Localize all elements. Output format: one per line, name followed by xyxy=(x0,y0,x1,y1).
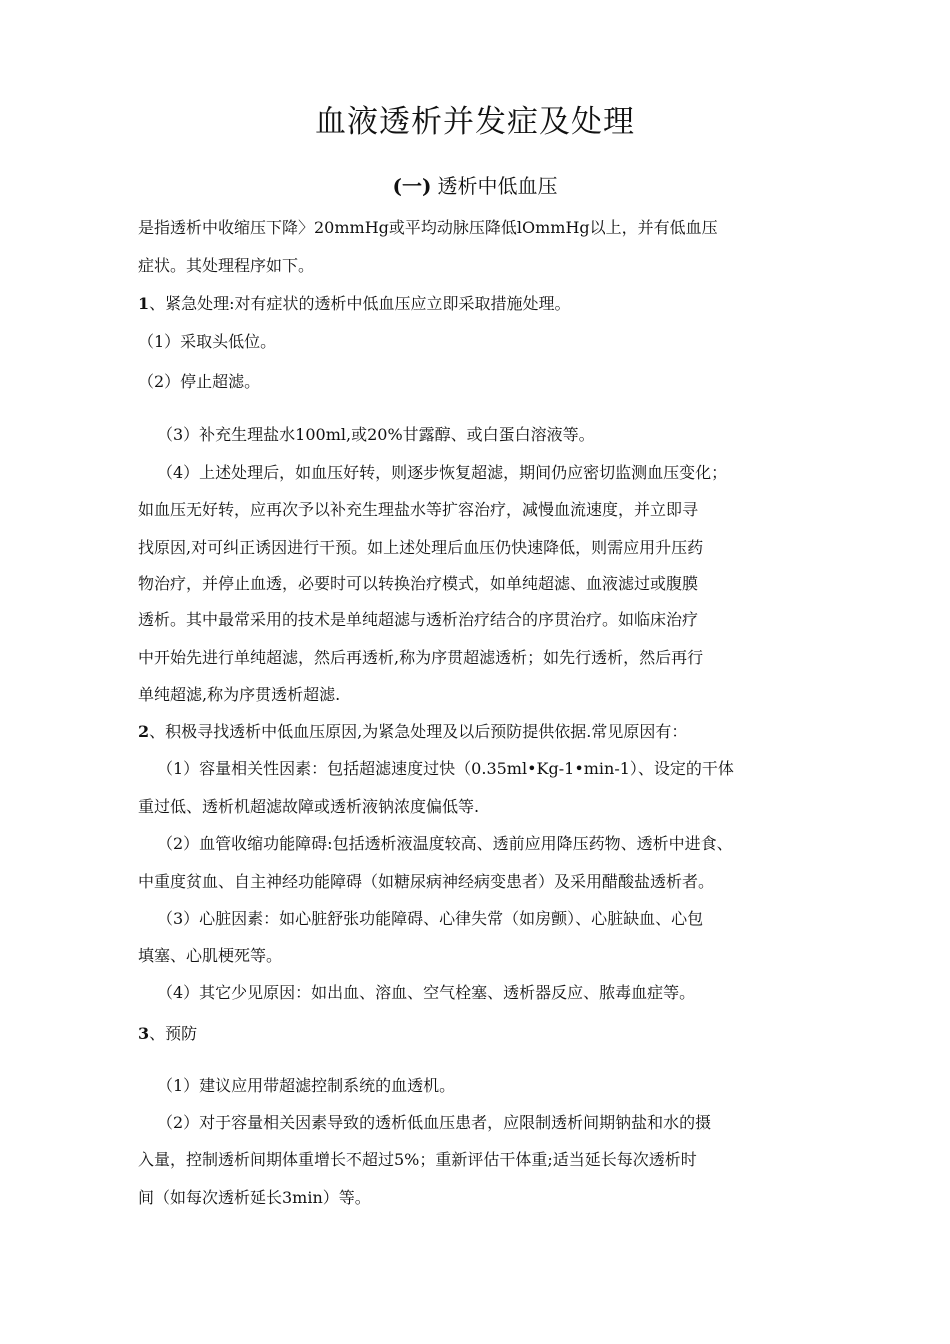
list-item: （4）其它少见原因：如出血、溶血、空气栓塞、透析器反应、脓毒血症等。 xyxy=(157,983,696,1002)
paragraph-line: 重过低、透析机超滤故障或透析液钠浓度偏低等. xyxy=(138,797,480,816)
section-heading-text: 透析中低血压 xyxy=(437,174,558,198)
paragraph-line: 中重度贫血、自主神经功能障碍（如糖尿病神经病变患者）及采用醋酸盐透析者。 xyxy=(138,872,715,891)
list-item: （2）停止超滤。 xyxy=(138,372,261,391)
numbered-heading: 1、紧急处理:对有症状的透析中低血压应立即采取措施处理。 xyxy=(138,294,571,313)
list-item: （3）心脏因素：如心脏舒张功能障碍、心律失常（如房颤）、心脏缺血、心包 xyxy=(157,909,704,928)
list-item: （4）上述处理后，如血压好转，则逐步恢复超滤，期间仍应密切监测血压变化； xyxy=(157,463,728,482)
item-number: 2 xyxy=(138,722,150,741)
paragraph-line: 症状。其处理程序如下。 xyxy=(138,256,315,275)
numbered-heading: 3、预防 xyxy=(138,1024,198,1043)
list-item: （1）建议应用带超滤控制系统的血透机。 xyxy=(157,1076,456,1095)
numbered-heading: 2、积极寻找透析中低血压原因,为紧急处理及以后预防提供依据.常见原因有： xyxy=(138,722,688,741)
section-heading xyxy=(0,170,950,202)
paragraph-line: 填塞、心肌梗死等。 xyxy=(138,946,283,965)
section-number: (一) xyxy=(392,174,432,198)
paragraph-line: 是指透析中收缩压下降〉20mmHg或平均动脉压降低lOmmHg以上，并有低血压 xyxy=(138,218,718,237)
paragraph-line: 单纯超滤,称为序贯透析超滤. xyxy=(138,685,341,704)
list-item: （2）血管收缩功能障碍:包括透析液温度较高、透前应用降压药物、透析中进食、 xyxy=(157,834,733,853)
paragraph-line: 找原因,对可纠正诱因进行干预。如上述处理后血压仍快速降低，则需应用升压药 xyxy=(138,538,704,557)
item-number: 1 xyxy=(138,294,150,313)
paragraph-line: 入量，控制透析间期体重增长不超过5%；重新评估干体重;适当延长每次透析时 xyxy=(138,1150,697,1169)
list-item: （3）补充生理盐水100ml,或20%甘露醇、或白蛋白溶液等。 xyxy=(157,425,595,444)
document-title: 血液透析并发症及处理 xyxy=(315,104,635,140)
item-number: 3 xyxy=(138,1024,150,1043)
paragraph-line: 物治疗，并停止血透，必要时可以转换治疗模式，如单纯超滤、血液滤过或腹膜 xyxy=(138,574,699,593)
paragraph-line: 间（如每次透析延长3min）等。 xyxy=(138,1188,371,1207)
paragraph-line: 中开始先进行单纯超滤，然后再透析,称为序贯超滤透析；如先行透析，然后再行 xyxy=(138,648,704,667)
list-item: （2）对于容量相关因素导致的透析低血压患者，应限制透析间期钠盐和水的摄 xyxy=(157,1113,712,1132)
paragraph-line: 如血压无好转，应再次予以补充生理盐水等扩容治疗，减慢血流速度，并立即寻 xyxy=(138,500,699,519)
list-item: （1）容量相关性因素：包括超滤速度过快（0.35ml•Kg-1•min-1）、设定的干体 xyxy=(157,759,734,778)
paragraph-line: 透析。其中最常采用的技术是单纯超滤与透析治疗结合的序贯治疗。如临床治疗 xyxy=(138,610,699,629)
list-item: （1）采取头低位。 xyxy=(138,332,277,351)
